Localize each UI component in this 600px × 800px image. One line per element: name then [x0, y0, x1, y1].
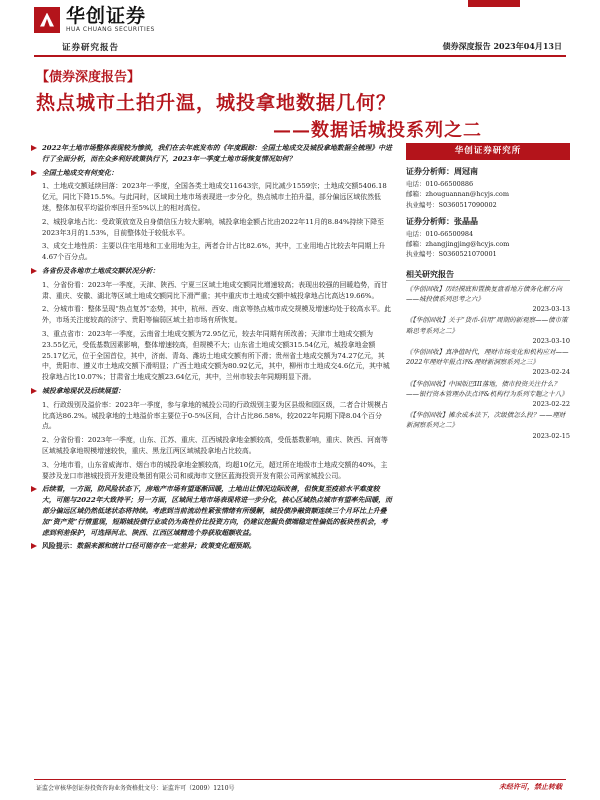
- risk-label: 风险提示：: [42, 542, 77, 551]
- header-red-tab: [468, 0, 520, 7]
- body-paragraph: 2、分省份看：2023年一季度，山东、江苏、重庆、江西城投拿地金额较高，受低基数影响，重庆、陕西、河南等区域城投拿地规模增速较快，重庆、黑龙江两区域城投拿地占比较高。: [42, 436, 388, 455]
- related-report-date: 2023-03-10: [532, 336, 570, 345]
- analyst-name: 证券分析师：周冠南: [406, 166, 478, 176]
- report-subtitle: ——数据话城投系列之二: [273, 120, 482, 141]
- sidebar: [406, 143, 570, 442]
- analyst-phone: 电话：010-66500886: [406, 180, 474, 189]
- related-report-date: 2023-02-15: [532, 431, 570, 440]
- related-research-title: 相关研究报告: [406, 269, 570, 281]
- body-paragraph: 2、分城市看：整体呈现“热点复苏”态势，其中，杭州、西安、南京等热点城市成交规模及增速均处于较高水平。此外，市场关注度较高的济宁、贵阳等偏弱区域土拍市场有所恢复。: [42, 305, 392, 325]
- body-paragraph: 2、城投拿地占比：受政策放宽及自身债信压力较大影响，城投拿地金额占比由2022年11月的8.84%持续下降至2023年3月的1.53%，目前整体处于较低水平。: [42, 217, 384, 237]
- brand-name-en: HUA CHUANG SECURITIES: [66, 26, 155, 33]
- logo-icon: [34, 7, 60, 33]
- intro-paragraph: 2022年土地市场整体表现较为惨淡，我们在去年底发布的《年度跟踪：全国土地成交及城投拿地数据全梳理》中进行了全面分析，而在众多利好政策执行下，2023年一季度土地市场恢复情况如何？: [30, 143, 392, 165]
- risk-text: 数据来源和统计口径可能存在一定差异；政策变化超预期。: [76, 542, 256, 551]
- body-paragraph: 3、分地市看，山东省威海市、烟台市的城投拿地金额较高，均超10亿元，超过所在地级市土地成交额的40%，主要涉及龙口市港城投资开发建设集团有限公司和威海市文登区蓝海投资开发有限公司两家城投公司。: [42, 460, 388, 480]
- body-paragraph: 1、土地成交额延续回落：2023年一季度，全国各类土地成交11643宗，同比减少1559宗；土地成交额5406.18亿元，同比下降15.5%。与此同时，区域间土地市场表现进一步分化，热点城市土拍升温，部分偏远区域依然低迷，整体加权平均溢价率回升至5%以上的相对高位。: [42, 182, 387, 212]
- section-heading: 全国土地成交有何变化：: [30, 168, 392, 179]
- analyst-email[interactable]: 邮箱：zhouguannan@hcyjs.com: [406, 190, 510, 199]
- outlook-paragraph: 后续看，一方面，防风险状态下，房地产市场有望逐渐回暖，土地出让情况边际改善，但恢复至疫前水平难度较大，可能与2022年大致持平；另一方面，区域间土地市场表现将进一步分化，核心区域热点城市有望率先回暖，而部分偏远区域仍然低迷状态将持续。考虑到当前流动性紧张情绪有所缓解，城投债净融资额连续三个月环比上升叠加“资产荒”行情重现，短期城投债行业或仍为高性价比投资方向，仍建议挖掘负债端稳定性偏低的板块性机会，考虑到利差保护，可选择河北、陕西、江西区域精选个券获取超额收益。: [30, 484, 392, 538]
- header-divider: [34, 55, 566, 57]
- related-report-date: 2023-03-13: [532, 305, 570, 314]
- related-report-date: 2023-02-24: [532, 368, 570, 377]
- report-tag: 【债券深度报告】: [36, 70, 141, 85]
- risk-warning: [30, 541, 392, 552]
- header-report-info: 债券深度报告 2023年04月13日: [442, 41, 562, 51]
- footer-divider: [34, 779, 566, 780]
- analyst-cert: 执业编号：S0360517090002: [406, 200, 497, 209]
- brand-logo: [34, 6, 155, 33]
- footer-license: 证监会审核华创证券投资咨询业务资格批文号：证监许可（2009）1210号: [36, 785, 235, 792]
- related-report-title[interactable]: 《【华创固收】中国版巴III落地，债市投资关注什么？——银行资本管理办法点评&机构行为系列专题之十八》: [406, 379, 568, 398]
- sidebar-header: 华创证券研究所: [406, 143, 570, 160]
- related-report[interactable]: [406, 315, 570, 346]
- analyst-cert: 执业编号：S0360521070001: [406, 250, 497, 259]
- body-paragraph: 3、重点省市：2023年一季度，云南省土地成交额为72.95亿元，较去年同期有所改善；天津市土地成交额为23.55亿元，受低基数因素影响，整体增速较高，但规模不大；山东省土地成交额315.54亿元，城投拿地金额25.17亿元，位于全国首位，其中，济南、青岛、潍坊土地成交额有所下滑；贵州省土地成交额为74.27亿元，其中，贵阳市、遵义市土地成交额下滑明显；广西土地成交额为80.92亿元，其中，柳州市土地成交4.6亿元，其中城投拿地占比10.07%；甘肃省土地成交额23.64亿元，其中，兰州市较去年同期明显下滑。: [42, 329, 390, 382]
- related-report-title[interactable]: 《【华创固收】关于“货币-信用”周期的新观察——债市策略思考系列之二》: [406, 316, 568, 335]
- header-label: 证券研究报告: [62, 43, 120, 53]
- related-report[interactable]: [406, 410, 570, 441]
- related-report-title[interactable]: 《【华创固收】摊余成本法下，次级债怎么投？——理财新洞察系列之二》: [406, 411, 566, 430]
- analyst-card: [406, 216, 570, 260]
- footer-copyright: 未经许可，禁止转载: [499, 782, 562, 791]
- related-report-title[interactable]: 《华创固收】真净值时代，理财市场变化和机构应对——2022年理财年报点评&理财新洞察系列之三》: [406, 348, 569, 367]
- section-heading: 各省份及各地市土地成交额状况分析：: [30, 266, 392, 277]
- analyst-name: 证券分析师：张晶晶: [406, 215, 478, 226]
- related-report-title[interactable]: 《华创固收】历经摸底和置换复盘看地方债务化解方向——城投债系列思考之六》: [406, 284, 562, 304]
- related-report[interactable]: [406, 347, 570, 378]
- body-paragraph: 1、分省份看：2023年一季度，天津、陕西、宁夏三区域土地成交额同比增速较高；表现出较强的回暖趋势，而甘肃、重庆、安徽、湖北等区域土地成交额同比下滑严重；其中重庆市土地成交额中城投拿地占比高达19.66%。: [42, 280, 388, 300]
- analyst-phone: 电话：010-66500984: [406, 230, 474, 239]
- analyst-card: [406, 166, 570, 210]
- related-report-date: 2023-02-22: [532, 400, 570, 409]
- report-title: 热点城市土拍升温，城投拿地数据几何？: [36, 92, 397, 114]
- body-paragraph: 1、行政级别及溢价率：2023年一季度，参与拿地的城投公司的行政级别主要为区县级和园区级，二者合计规模占比高达86.2%。城投拿地的土地溢价率主要位于0-5%区间，合计占比86.58%，较2022年同期下降8.04个百分点。: [42, 400, 388, 431]
- report-body: [30, 143, 392, 555]
- section-heading: 城投拿地现状及后续展望：: [30, 386, 392, 397]
- related-report[interactable]: [406, 379, 570, 410]
- body-paragraph: 3、成交土地性质：主要以住宅用地和工业用地为主，两者合计占比82.6%，其中，工业用地占比较去年同期上升4.67个百分点。: [42, 242, 386, 262]
- related-report[interactable]: [406, 284, 570, 315]
- brand-name: 华创证券: [66, 5, 147, 27]
- analyst-email[interactable]: 邮箱：zhangjingjing@hcyjs.com: [406, 240, 510, 249]
